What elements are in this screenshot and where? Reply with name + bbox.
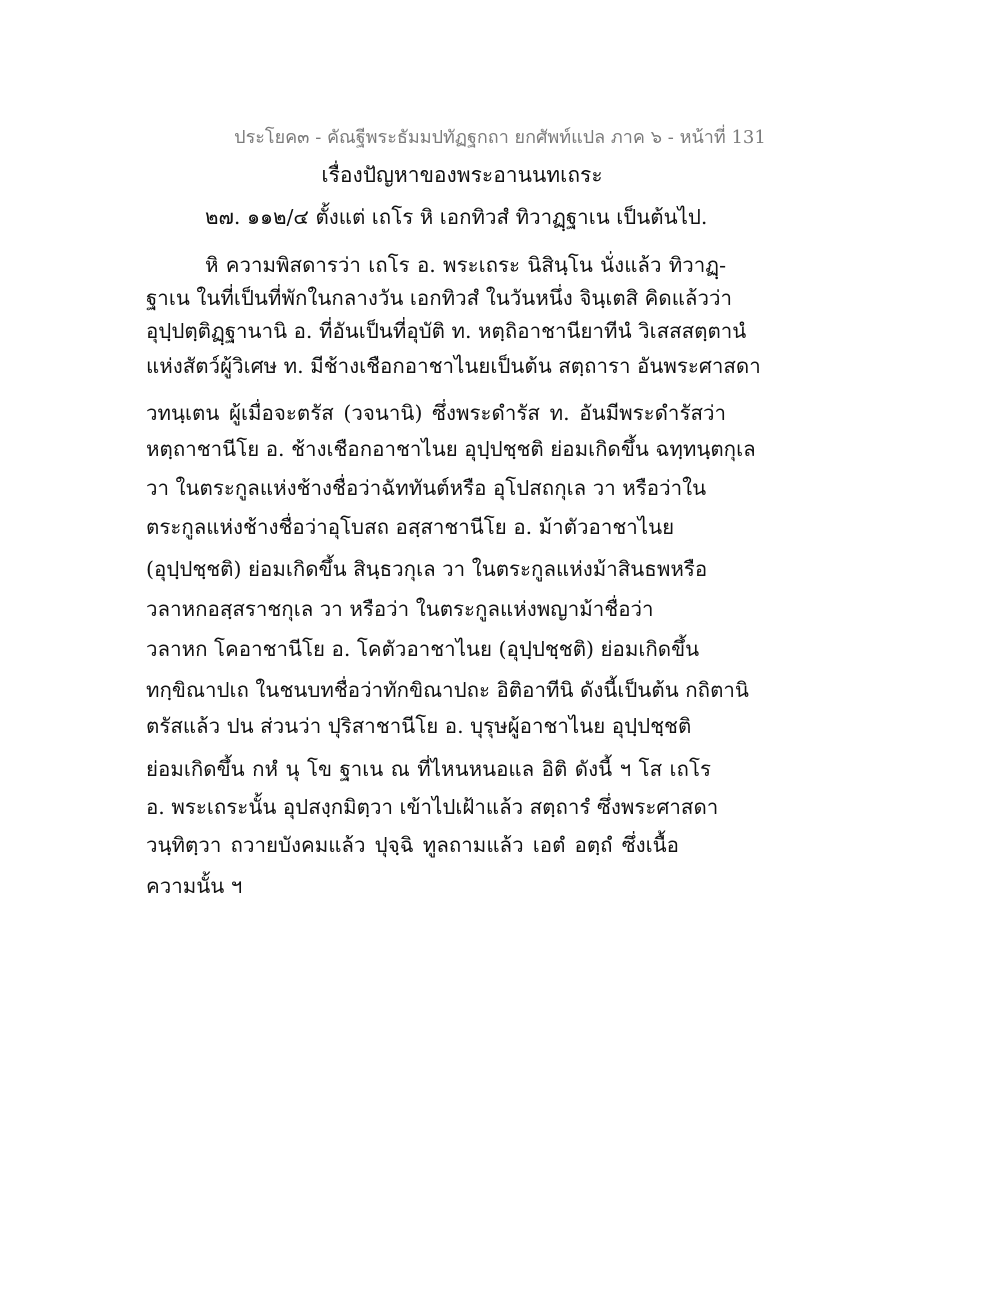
text-line: วา ในตระกูลแห่งช้างชื่อว่าฉัททันต์หรือ อุโปสถกุเล วา หรือว่าใน xyxy=(146,476,707,500)
text-line: (อุปฺปชฺชติ) ย่อมเกิดขึ้น สินฺธวกุเล วา ในตระกูลแห่งม้าสินธพหรือ xyxy=(146,557,708,581)
text-line: วลาหกอสฺสราชกุเล วา หรือว่า ในตระกูลแห่งพญาม้าชื่อว่า xyxy=(146,597,654,621)
text-line: ตรัสแล้ว ปน ส่วนว่า ปุริสาชานีโย อ. บุรุษผู้อาชาไนย อุปฺปชฺชติ xyxy=(146,714,692,738)
text-line: ฐาเน ในที่เป็นที่พักในกลางวัน เอกทิวสํ ในวันหนึ่ง จินฺเตสิ คิดแล้วว่า xyxy=(146,286,733,310)
text-line: ทกฺขิณาปเถ ในชนบทชื่อว่าทักขิณาปถะ อิติอาทีนิ ดังนี้เป็นต้น กถิตานิ xyxy=(146,678,749,702)
text-line: วนฺทิตฺวา ถวายบังคมแล้ว ปุจฺฉิ ทูลถามแล้ว เอตํ อตฺถํ ซึ่งเนื้อ xyxy=(146,833,679,857)
story-title-text: เรื่องปัญหาของพระอานนทเถระ xyxy=(321,163,603,187)
text-line: หิ ความพิสดารว่า เถโร อ. พระเถระ นิสินฺโน นั่งแล้ว ทิวาฏฺ- xyxy=(205,253,726,277)
text-line: ตระกูลแห่งช้างชื่อว่าอุโบสถ อสฺสาชานีโย อ. ม้าตัวอาชาไนย xyxy=(146,515,675,539)
running-head-text: ประโยค๓ - คัณฐีพระธัมมปทัฏฐกถา ยกศัพท์แปล ภาค ๖ - หน้าที่ 131 xyxy=(234,127,766,148)
text-line: อุปฺปตฺติฏฺฐานานิ อ. ที่อันเป็นที่อุบัติ ท. หตฺถิอาชานียาทีนํ วิเสสสตฺตานํ xyxy=(146,319,747,343)
text-line: วทนฺเตน ผู้เมื่อจะตรัส (วจนานิ) ซึ่งพระดำรัส ท. อันมีพระดำรัสว่า xyxy=(146,401,726,425)
text-line: วลาหก โคอาชานีโย อ. โคตัวอาชาไนย (อุปฺปชฺชติ) ย่อมเกิดขึ้น xyxy=(146,637,700,661)
story-title xyxy=(0,159,1000,192)
text-line: ย่อมเกิดขึ้น กหํ นุ โข ฐาเน ณ ที่ไหนหนอแล อิติ ดังนี้ ฯ โส เถโร xyxy=(146,757,711,781)
text-line: หตฺถาชานีโย อ. ช้างเชือกอาชาไนย อุปฺปชฺชติ ย่อมเกิดขึ้น ฉทฺทนฺตกุเล xyxy=(146,437,756,461)
text-line: ความนั้น ฯ xyxy=(146,874,243,898)
text-line: ๒๗. ๑๑๒/๔ ตั้งแต่ เถโร หิ เอกทิวสํ ทิวาฏฺฐาเน เป็นต้นไป. xyxy=(205,205,708,229)
text-line: อ. พระเถระนั้น อุปสงฺกมิตฺวา เข้าไปเฝ้าแล้ว สตฺถารํ ซึ่งพระศาสดา xyxy=(146,795,719,819)
running-head xyxy=(0,122,1000,151)
text-line: แห่งสัตว์ผู้วิเศษ ท. มีช้างเชือกอาชาไนยเป็นต้น สตฺถารา อันพระศาสดา xyxy=(146,354,761,378)
